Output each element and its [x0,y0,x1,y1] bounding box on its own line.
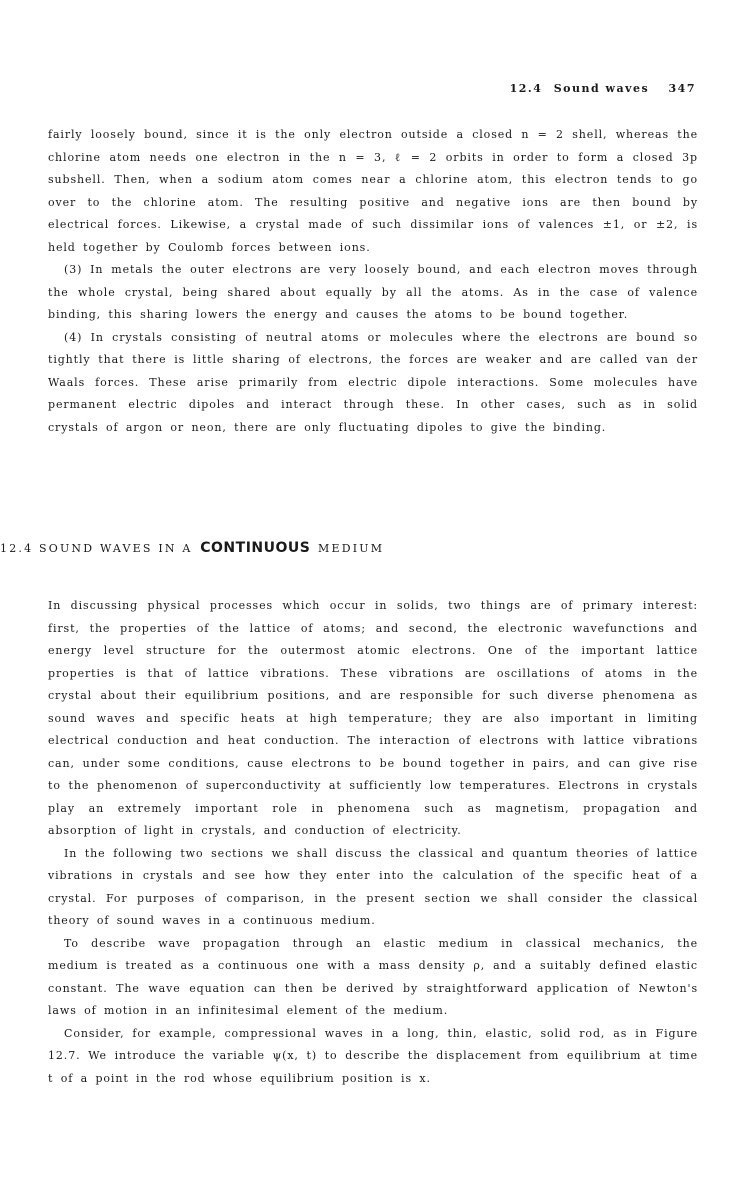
section-heading-emphasis: CONTINUOUS [200,540,311,556]
section-heading-text-end: MEDIUM [318,542,385,555]
page-number: 347 [668,82,696,95]
section-number: 12.4 [0,542,34,555]
paragraph-ionic-binding: fairly loosely bound, since it is the only electron outside a closed n = 2 shell, whereas the chlorine atom needs one electron in the n = 3, ℓ = 2 orbits in order to form a closed 3p subshell. Then, when a sodium atom comes near a chlorine atom, this electron tends to go over to the chlorine atom. The resulting positive and negative ions are then bound by electrical forces. Likewise, a crystal made of such dissimilar ions of valences ±1, or ±2, is held together by Coulomb forces between ions. [48,128,698,254]
main-text-block [48,595,698,1090]
paragraph-following-sections: In the following two sections we shall discuss the classical and quantum theories of lattice vibrations in crystals and see how they enter into the calculation of the specific heat of a crystal. For purposes of comparison, in the present section we shall consider the classical theory of sound waves in a continuous medium. [48,846,698,927]
section-heading-text: SOUND WAVES IN A [39,542,193,555]
paragraph-van-der-waals: (4) In crystals consisting of neutral atoms or molecules where the electrons are bound so tightly that there is little sharing of electrons, the forces are weaker and are called van der Waals forces. These arise primarily from electric dipole interactions. Some molecules have permanent electric dipoles and interact through these. In other cases, such as in solid crystals of argon or neon, there are only fluctuating dipoles to give the binding. [48,330,698,434]
paragraph-compressional-waves: Consider, for example, compressional waves in a long, thin, elastic, solid rod, as in Figure 12.7. We introduce the variable ψ(x, t) to describe the displacement from equilibrium at time t of a point in the rod whose equilibrium position is x. [48,1026,698,1085]
running-head [510,82,696,95]
paragraph-solids-intro: In discussing physical processes which occur in solids, two things are of primary interest: first, the properties of the lattice of atoms; and second, the electronic wavefunctions and energy level structure for the outermost atomic electrons. One of the important lattice properties is that of lattice vibrations. These vibrations are oscillations of atoms in the crystal about their equilibrium positions, and are responsible for such diverse phenomena as sound waves and specific heats at high temperature; they are also important in limiting electrical conduction and heat conduction. The interaction of electrons with lattice vibrations can, under some conditions, cause electrons to be bound together in pairs, and can give rise to the phenomenon of superconductivity at sufficiently low temperatures. Electrons in crystals play an extremely important role in phenomena such as magnetism, propagation and absorption of light in crystals, and conduction of electricity. [48,599,698,837]
paragraph-wave-propagation: To describe wave propagation through an elastic medium in classical mechanics, the medium is treated as a continuous one with a mass density ρ, and a suitably defined elastic constant. The wave equation can then be derived by straightforward application of Newton's laws of motion in an infinitesimal element of the medium. [48,936,698,1017]
running-head-section-number: 12.4 [509,82,543,95]
section-heading [0,540,744,556]
paragraph-metallic-binding: (3) In metals the outer electrons are very loosely bound, and each electron moves through the whole crystal, being shared about equally by all the atoms. As in the case of valence binding, this sharing lowers the energy and causes the atoms to be bound together. [48,263,698,321]
top-text-block [48,124,698,439]
running-head-section-title: Sound waves [553,82,650,95]
